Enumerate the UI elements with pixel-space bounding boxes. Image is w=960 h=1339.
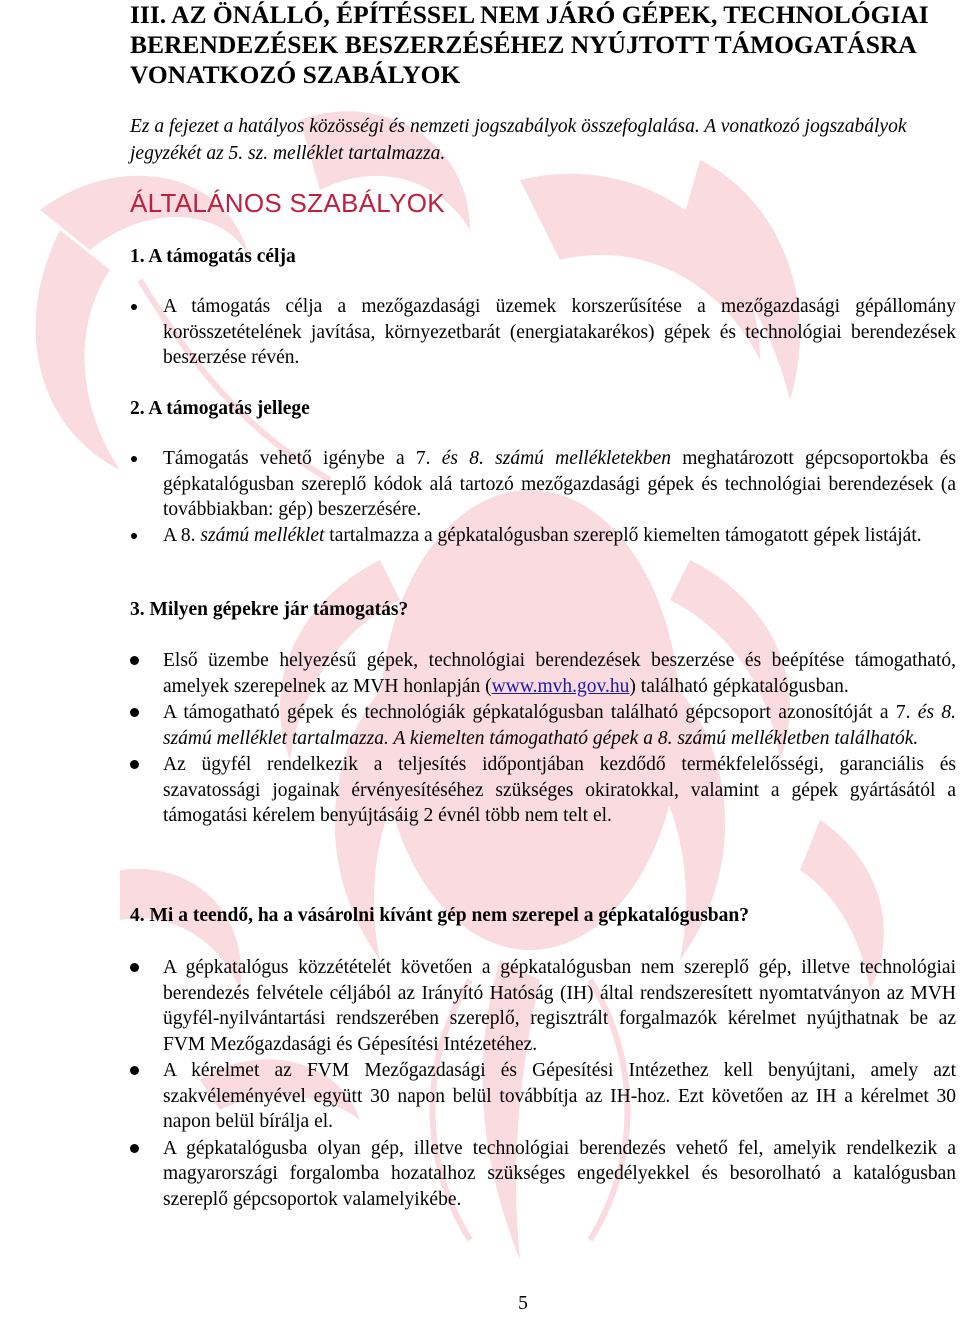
list-item: A támogatás célja a mezőgazdasági üzemek korszerűsítése a mezőgazdasági gépállomány korösszetételének javítása, környezetbarát (energiatakarékos) gépek és technológiai berendezések beszerzése révén. xyxy=(0,294,960,371)
list-2 xyxy=(0,446,960,548)
list-1 xyxy=(0,294,960,371)
mvh-link[interactable]: www.mvh.gov.hu xyxy=(491,675,630,697)
list-item: Az ügyfél rendelkezik a teljesítés időpontjában kezdődő termékfelelősségi, garanciális és szavatossági jogainak érvényesítéséhez szükséges okiratokkal, valamint a gépek gyártásától a támogatási kérelem benyújtásáig 2 évnél több nem telt el. xyxy=(0,752,960,829)
list-item: A gépkatalógusba olyan gép, illetve technológiai berendezés vehető fel, amelyik rendelkezik a magyarországi forgalomba hozatalhoz szükséges engedélyekkel és besorolható a katalógusban szereplő gépcsoportok valamelyikébe. xyxy=(0,1136,960,1213)
bullet-icon xyxy=(130,1144,139,1153)
page-number: 5 xyxy=(518,1293,528,1314)
list-item: A gépkatalógus közzétételét követően a gépkatalógusban nem szereplő gép, illetve technológiai berendezés felvétele céljából az Irányító Hatóság (IH) által rendszeresített nyomtatványon az MVH ügyfél-nyilvántartási rendszerében szereplő, regisztrált forgalmazók kérelmet nyújthatnak be az FVM Mezőgazdasági és Gépesítési Intézetéhez. xyxy=(0,955,960,1057)
heading-2: 2. A támogatás jellege xyxy=(130,398,310,419)
intro-paragraph: Ez a fejezet a hatályos közösségi és nemzeti jogszabályok összefoglalása. A vonatkozó jogszabályok jegyzékét az 5. sz. melléklet tartalmazza. xyxy=(130,116,907,164)
bullet-icon xyxy=(130,656,139,665)
list-item: A 8. számú melléklet tartalmazza a gépkatalógusban szereplő kiemelten támogatott gépek listáját. xyxy=(0,523,960,549)
list-item: Első üzembe helyezésű gépek, technológiai berendezések beszerzése és beépítése támogatható, amelyek szerepelnek az MVH honlapján (www.mvh.gov.hu) található gépkatalógusban. xyxy=(0,648,960,699)
bullet-icon xyxy=(131,456,137,462)
heading-1: 1. A támogatás célja xyxy=(130,246,296,267)
bullet-icon xyxy=(130,760,139,769)
bullet-icon xyxy=(131,304,137,310)
bullet-icon xyxy=(131,533,137,539)
bullet-icon xyxy=(130,1066,139,1075)
bullet-icon xyxy=(130,708,139,717)
heading-4: 4. Mi a teendő, ha a vásárolni kívánt gép nem szerepel a gépkatalógusban? xyxy=(130,905,749,926)
heading-3: 3. Milyen gépekre jár támogatás? xyxy=(130,599,409,620)
section-title: ÁLTALÁNOS SZABÁLYOK xyxy=(130,188,445,218)
bullet-icon xyxy=(130,963,139,972)
list-3 xyxy=(0,648,960,830)
chapter-title: III. AZ ÖNÁLLÓ, ÉPÍTÉSSEL NEM JÁRÓ GÉPEK, TECHNOLÓGIAI BERENDEZÉSEK BESZERZÉSÉHEZ NYÚJTOTT TÁMOGATÁSRA VONATKOZÓ SZABÁLYOK xyxy=(130,0,929,89)
list-item: A támogatható gépek és technológiák gépkatalógusban található gépcsoport azonosítóját a 7. és 8. számú melléklet tartalmazza. A kiemelten támogatható gépek a 8. számú mellékletben találhatók. xyxy=(0,700,960,751)
list-item: A kérelmet az FVM Mezőgazdasági és Gépesítési Intézethez kell benyújtani, amely azt szakvéleményével együtt 30 napon belül továbbítja az IH-hoz. Ezt követően az IH a kérelmet 30 napon belül bírálja el. xyxy=(0,1058,960,1135)
list-item: Támogatás vehető igénybe a 7. és 8. számú mellékletekben meghatározott gépcsoportokba és gépkatalógusban szereplő kódok alá tartozó mezőgazdasági gépek és technológiai berendezések (a továbbiakban: gép) beszerzésére. xyxy=(0,446,960,523)
list-4 xyxy=(0,955,960,1213)
